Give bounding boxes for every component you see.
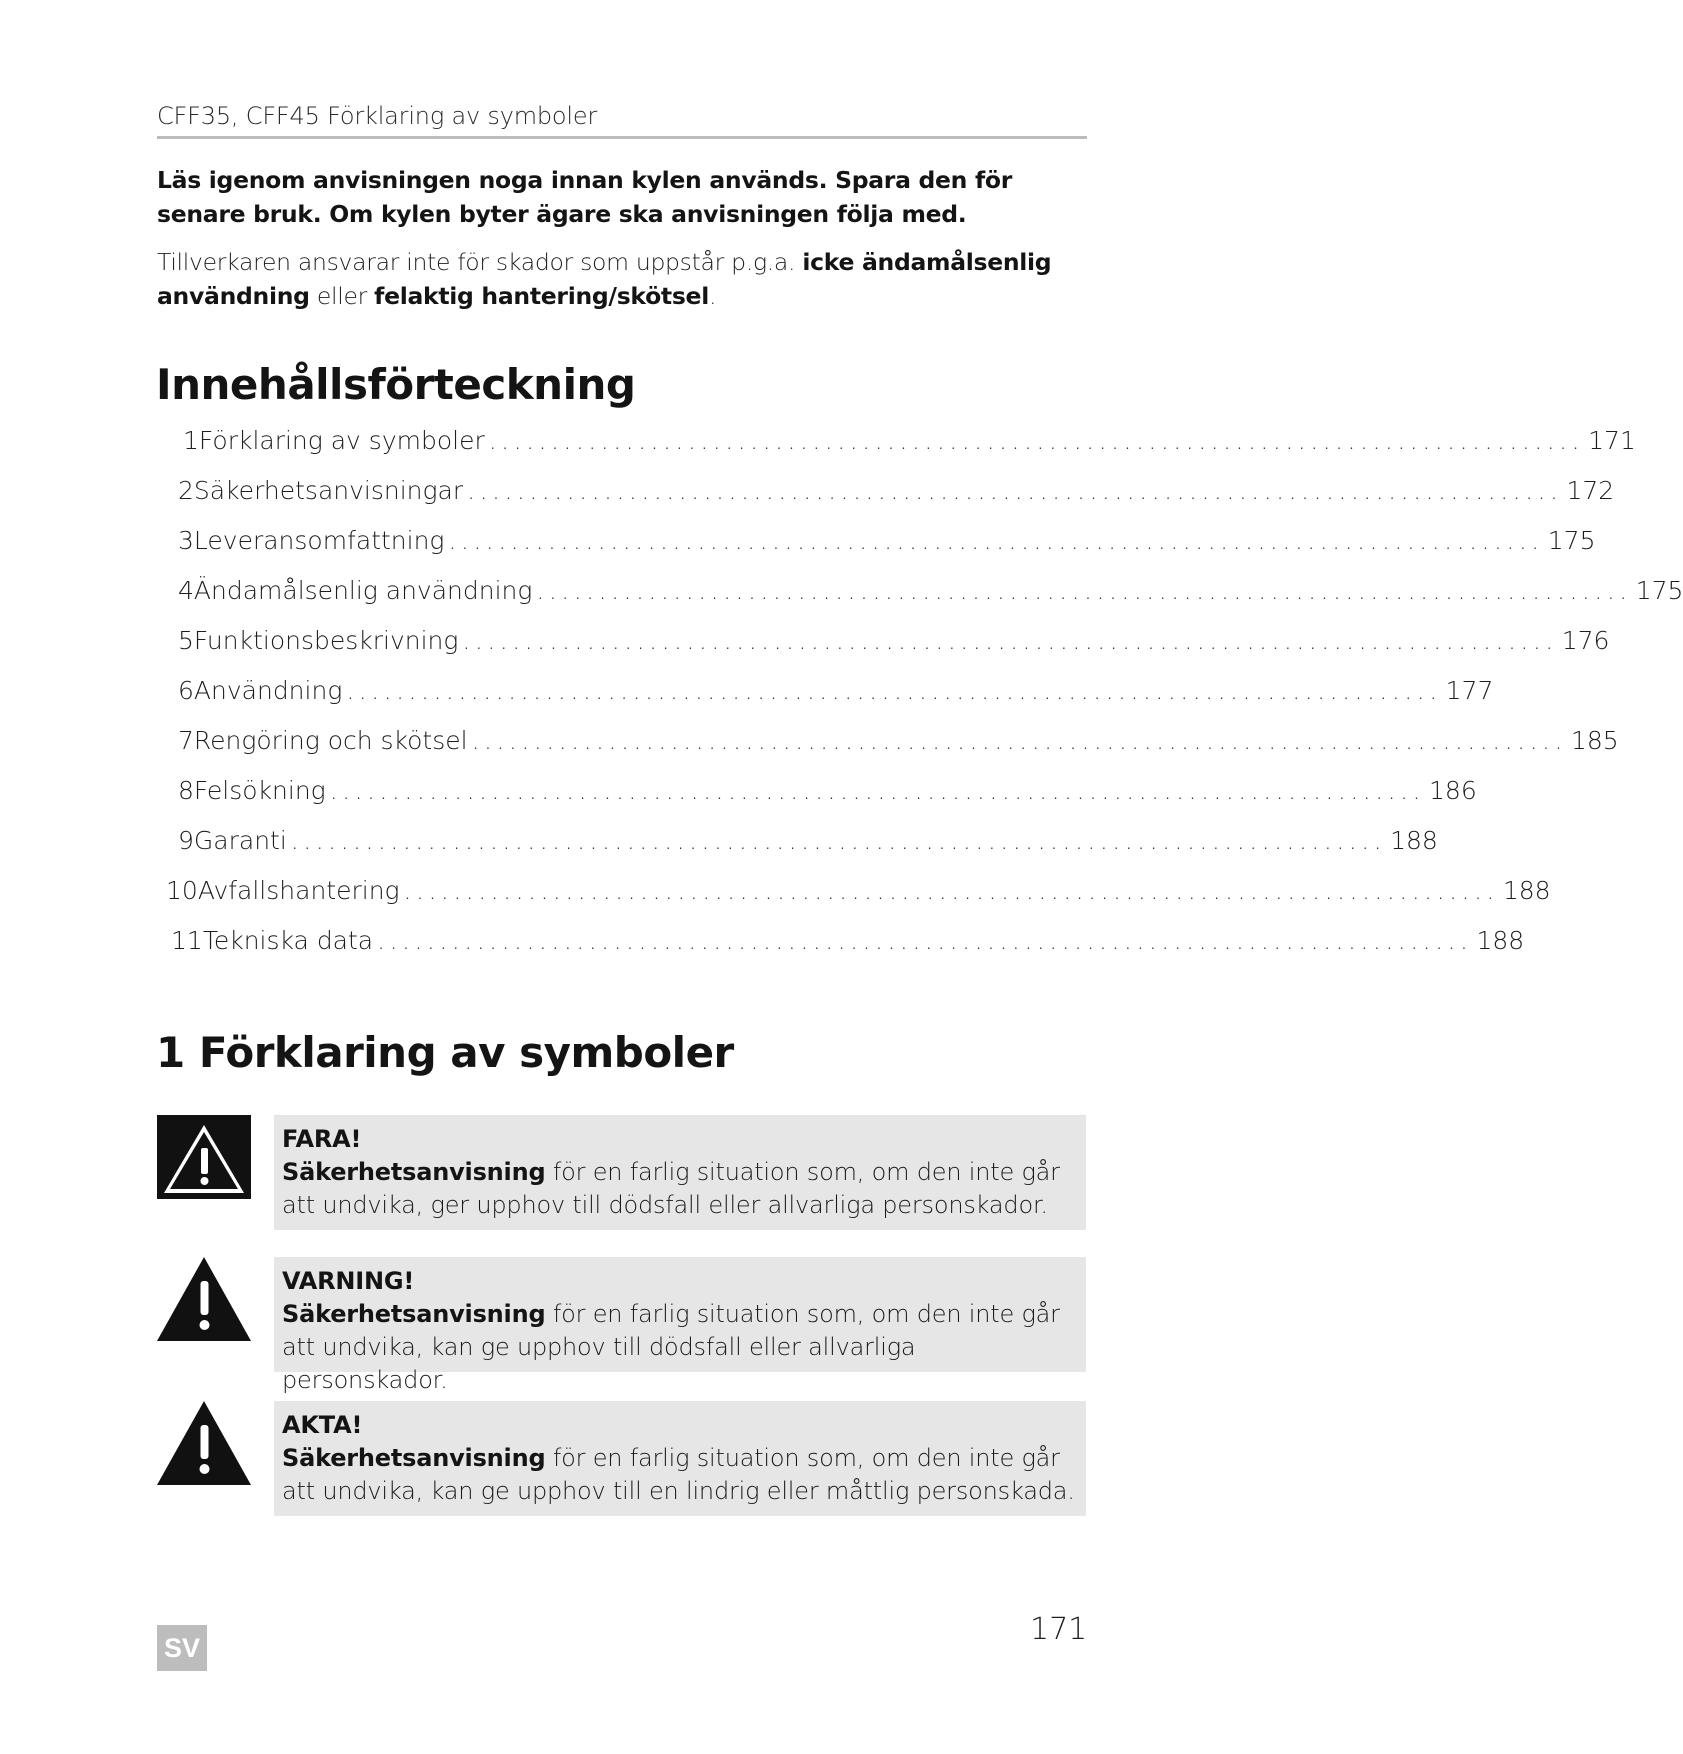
toc-leader-dots: ........................................................................................ xyxy=(329,776,1426,805)
toc-leader-dots: ........................................................................................ xyxy=(377,926,1473,955)
toc-entry-label: Ändamålsenlig användning xyxy=(193,576,533,605)
toc-entry-number: 2 xyxy=(178,476,194,505)
notice-danger xyxy=(274,1115,1086,1230)
toc-entry-page: 177 xyxy=(1445,676,1494,705)
toc-entry[interactable] xyxy=(171,926,1525,960)
warning-square-icon xyxy=(157,1115,251,1199)
running-header: CFF35, CFF45 Förklaring av symboler xyxy=(157,102,1087,139)
toc-entry-number: 9 xyxy=(178,826,194,855)
liability-emphasis: icke ändamålsenlig användning xyxy=(157,248,1052,310)
warning-triangle-icon xyxy=(157,1401,251,1485)
language-badge: SV xyxy=(157,1625,207,1671)
toc-entry-label: Förklaring av symboler xyxy=(198,426,485,455)
toc-leader-dots: ........................................................................................ xyxy=(467,476,1563,505)
notice-lead: Säkerhetsanvisning xyxy=(282,1158,546,1186)
notice-text: för en farlig situation som, om den inte går att undvika, kan ge upphov till dödsfall eller allvarliga personskador. xyxy=(282,1300,1060,1394)
toc-entry-number: 5 xyxy=(178,626,194,655)
toc-title: Innehållsförteckning xyxy=(156,360,636,409)
toc-entry-number: 7 xyxy=(178,726,194,755)
toc-entry[interactable] xyxy=(166,876,1551,910)
toc-entry-number: 4 xyxy=(178,576,194,605)
toc-entry[interactable] xyxy=(178,776,1477,810)
liability-text: eller xyxy=(309,282,375,310)
toc-entry-page: 186 xyxy=(1429,776,1477,805)
toc-leader-dots: ........................................................................................ xyxy=(290,826,1387,855)
toc-entry-page: 176 xyxy=(1561,626,1610,655)
toc-entry-number: 6 xyxy=(178,676,194,705)
toc-entry-page: 188 xyxy=(1390,826,1438,855)
toc-entry[interactable] xyxy=(183,426,1636,460)
signal-word: VARNING! xyxy=(282,1267,415,1295)
toc-entry-label: Funktionsbeskrivning xyxy=(193,626,459,655)
toc-leader-dots: ........................................................................................ xyxy=(448,526,1544,555)
toc-leader-dots: ........................................................................................ xyxy=(403,876,1499,905)
notice-text: för en farlig situation som, om den inte går att undvika, kan ge upphov till en lindrig eller måttlig personskada. xyxy=(282,1444,1075,1505)
toc-leader-dots: ........................................................................................ xyxy=(471,726,1567,755)
toc-entry[interactable] xyxy=(178,626,1610,660)
section-title: 1 Förklaring av symboler xyxy=(156,1028,734,1077)
toc-entry-number: 1 xyxy=(183,426,199,455)
toc-leader-dots: ........................................................................................ xyxy=(488,426,1585,455)
toc-entry[interactable] xyxy=(178,526,1596,560)
toc-entry-number: 3 xyxy=(178,526,194,555)
toc-entry-page: 172 xyxy=(1566,476,1615,505)
toc-entry-number: 11 xyxy=(171,926,203,955)
toc-entry[interactable] xyxy=(178,826,1438,860)
signal-word: AKTA! xyxy=(282,1411,363,1439)
toc-entry-page: 188 xyxy=(1476,926,1525,955)
toc-entry-label: Leveransomfattning xyxy=(193,526,445,555)
intro-instruction: Läs igenom anvisningen noga innan kylen används. Spara den för senare bruk. Om kylen byter ägare ska anvisningen följa med. xyxy=(157,166,1013,228)
toc-leader-dots: ........................................................................................ xyxy=(346,676,1442,705)
liability-text: . xyxy=(708,282,717,310)
toc-leader-dots: ........................................................................................ xyxy=(462,626,1558,655)
liability-statement xyxy=(157,245,1092,313)
notice-lead: Säkerhetsanvisning xyxy=(282,1444,546,1472)
toc-entry-page: 188 xyxy=(1502,876,1551,905)
toc-entry-label: Tekniska data xyxy=(202,926,374,955)
toc-leader-dots: ........................................................................................ xyxy=(536,576,1632,605)
notice-text: för en farlig situation som, om den inte går att undvika, ger upphov till dödsfall eller allvarliga personskador. xyxy=(282,1158,1060,1219)
liability-emphasis: felaktig hantering/skötsel xyxy=(374,282,709,310)
warning-triangle-icon xyxy=(157,1257,251,1341)
toc-entry[interactable] xyxy=(178,726,1619,760)
toc-entry-label: Felsökning xyxy=(193,776,326,805)
toc-entry-page: 171 xyxy=(1588,426,1636,455)
liability-text: Tillverkaren ansvarar inte för skador som uppstår p.g.a. xyxy=(157,248,803,276)
notice-caution xyxy=(274,1401,1086,1516)
notice-lead: Säkerhetsanvisning xyxy=(282,1300,546,1328)
toc-entry[interactable] xyxy=(178,476,1615,510)
toc-entry-label: Garanti xyxy=(193,826,287,855)
toc-entry-label: Rengöring och skötsel xyxy=(193,726,468,755)
toc-entry-number: 10 xyxy=(166,876,198,905)
toc-entry-label: Avfallshantering xyxy=(197,876,400,905)
page-number: 171 xyxy=(1030,1612,1088,1647)
toc-entry-page: 185 xyxy=(1570,726,1619,755)
toc-entry-page: 175 xyxy=(1547,526,1596,555)
toc-entry-label: Användning xyxy=(193,676,343,705)
signal-word: FARA! xyxy=(282,1125,362,1153)
toc-entry-page: 175 xyxy=(1635,576,1683,605)
toc-entry-number: 8 xyxy=(178,776,194,805)
toc-entry[interactable] xyxy=(178,676,1494,710)
notice-warning xyxy=(274,1257,1086,1394)
toc-entry[interactable] xyxy=(178,576,1683,610)
toc-entry-label: Säkerhetsanvisningar xyxy=(193,476,464,505)
